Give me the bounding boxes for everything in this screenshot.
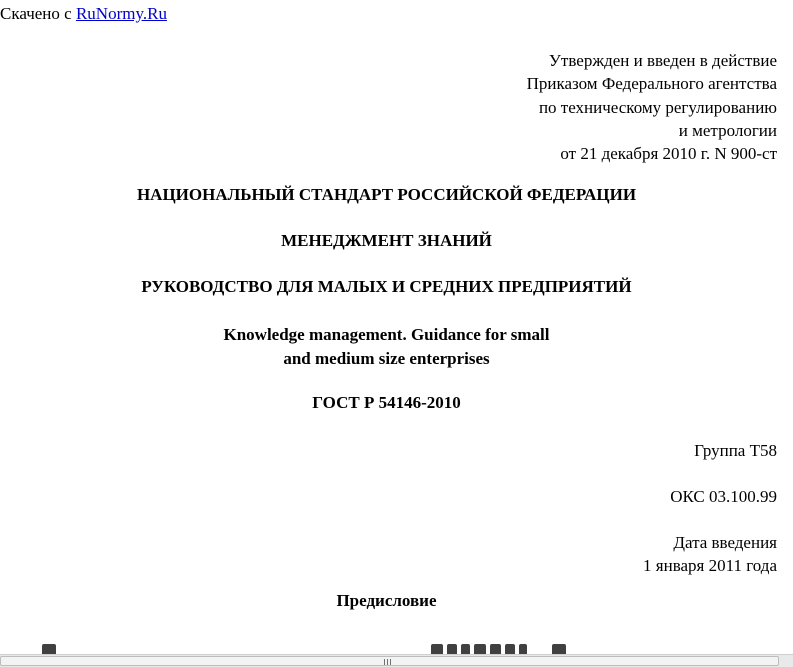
- introduction-date-block: [643, 531, 777, 578]
- approval-block: [527, 49, 777, 165]
- document-title: МЕНЕДЖМЕНТ ЗНАНИЙ: [281, 231, 492, 250]
- preface-heading: Предисловие: [336, 591, 437, 610]
- approval-line: Утвержден и введен в действие: [548, 51, 777, 70]
- grip-icon: [384, 659, 394, 665]
- source-prefix: Скачено с: [0, 4, 76, 23]
- source-line: [0, 3, 167, 25]
- standard-code: ГОСТ Р 54146-2010: [312, 393, 461, 412]
- approval-line: от 21 декабря 2010 г. N 900-ст: [560, 144, 777, 164]
- approval-line: и метрологии: [678, 120, 777, 140]
- introduction-date-value: 1 января 2011 года: [643, 556, 777, 576]
- english-title-line: and medium size enterprises: [283, 349, 490, 368]
- approval-line: по техническому регулированию: [538, 97, 777, 117]
- clipped-text-line: [0, 644, 793, 654]
- introduction-date-label: Дата введения: [673, 533, 777, 552]
- english-title-line: Knowledge management. Guidance for small: [223, 325, 550, 344]
- document-subtitle: РУКОВОДСТВО ДЛЯ МАЛЫХ И СРЕДНИХ ПРЕДПРИЯТИЙ: [141, 277, 632, 296]
- approval-line: Приказом Федерального агентства: [526, 74, 777, 94]
- group-code: Группа Т58: [694, 441, 777, 460]
- national-standard-heading: НАЦИОНАЛЬНЫЙ СТАНДАРТ РОССИЙСКОЙ ФЕДЕРАЦИИ: [136, 185, 637, 204]
- source-link[interactable]: RuNormy.Ru: [75, 4, 167, 23]
- english-title: [0, 323, 773, 371]
- horizontal-scrollbar[interactable]: [0, 654, 793, 667]
- oks-code: ОКС 03.100.99: [670, 487, 777, 506]
- scrollbar-thumb[interactable]: [0, 656, 779, 666]
